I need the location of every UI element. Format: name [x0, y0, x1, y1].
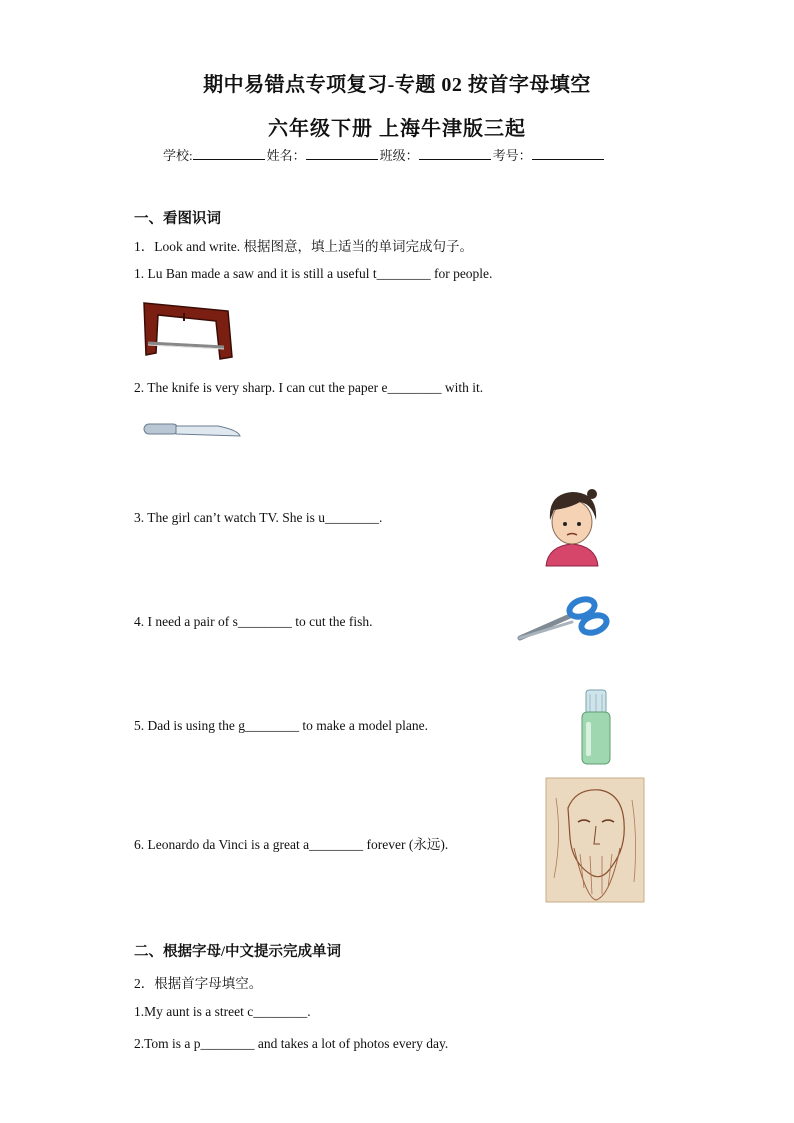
name-blank[interactable]	[306, 147, 378, 160]
question-5: 5. Dad is using the g________ to make a model plane.	[134, 718, 428, 733]
part2-question-2: 2.Tom is a p________ and takes a lot of photos every day.	[134, 1036, 449, 1051]
page-subtitle: 六年级下册 上海牛津版三起	[268, 118, 526, 140]
class-label: 班级：	[379, 148, 419, 163]
portrait-icon	[546, 778, 644, 902]
question-1: 1. Lu Ban made a saw and it is still a useful t________ for people.	[134, 266, 493, 281]
part2-instruction: 2．根据首字母填空。	[134, 976, 263, 991]
question-3: 3. The girl can’t watch TV. She is u________.	[134, 510, 383, 525]
scissors-icon	[516, 594, 612, 644]
student-info-line	[163, 145, 606, 164]
part1-heading: 一、看图识词	[134, 211, 221, 227]
exam-number-label: 考号：	[492, 148, 532, 163]
name-label: 姓名：	[266, 148, 306, 163]
part2-heading: 二、根据字母/中文提示完成单词	[134, 944, 342, 960]
question-2: 2. The knife is very sharp. I can cut the paper e________ with it.	[134, 380, 484, 395]
question-4: 4. I need a pair of s________ to cut the fish.	[134, 614, 373, 629]
glue-icon	[576, 688, 616, 766]
exam-number-blank[interactable]	[532, 147, 604, 160]
saw-icon	[136, 295, 236, 365]
page-title: 期中易错点专项复习-专题 02 按首字母填空	[203, 74, 591, 96]
part2-question-1: 1.My aunt is a street c________.	[134, 1004, 311, 1019]
school-label: 学校:	[163, 148, 193, 163]
class-blank[interactable]	[419, 147, 491, 160]
school-blank[interactable]	[193, 147, 265, 160]
knife-icon	[140, 418, 244, 444]
part1-instruction: 1．Look and write. 根据图意，填上适当的单词完成句子。	[134, 239, 473, 254]
girl-icon	[540, 486, 604, 566]
question-6: 6. Leonardo da Vinci is a great a________ forever (永远).	[134, 837, 449, 852]
